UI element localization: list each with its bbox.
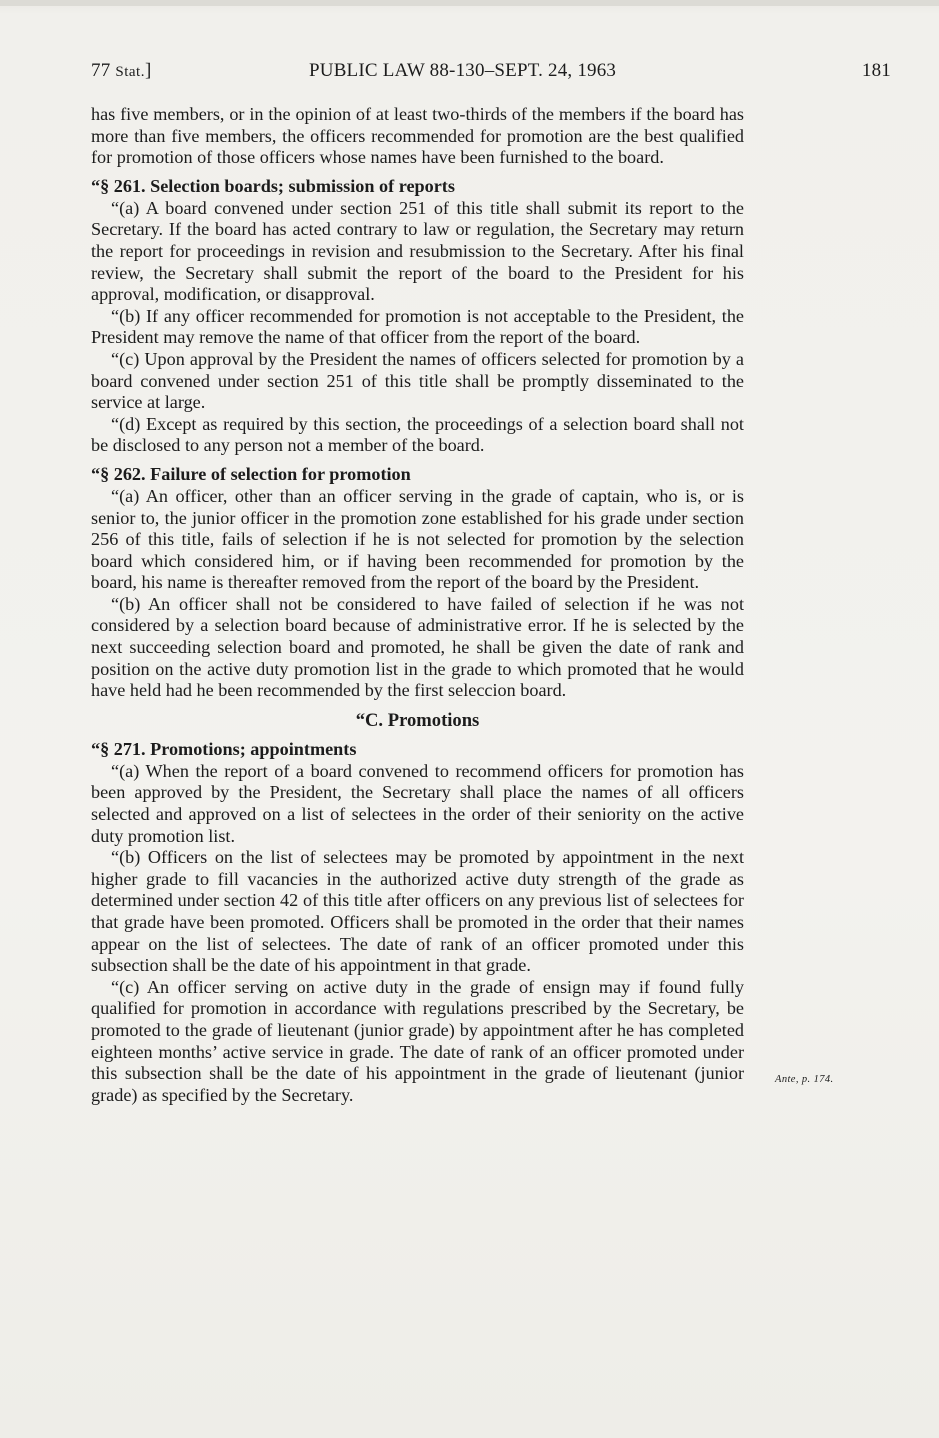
section-261-heading: “§ 261. Selection boards; submission of reports <box>91 175 455 196</box>
section-261-b: “(b) If any officer recommended for promotion is not acceptable to the President, the President may remove the name of that officer from the report of the board. <box>91 305 744 348</box>
section-262-heading: “§ 262. Failure of selection for promotion <box>91 463 411 484</box>
page-number: 181 <box>861 60 891 81</box>
section-261-c: “(c) Upon approval by the President the names of officers selected for promotion by a board convened under section 251 of this title shall be promptly disseminated to the service at large. <box>91 348 744 413</box>
stat-reference <box>91 60 151 82</box>
section-271-b: “(b) Officers on the list of selectees may be promoted by appointment in the next higher grade to fill vacancies in the authorized active duty strength of the grade as determined under section 42 of this title after officers on any previous list of selectees for that grade have been promoted. Officers shall be promoted in the order that their names appear on the list of selectees. The date of rank of an officer promoted under this subsection shall be the date of his appointment in that grade. <box>91 847 744 976</box>
body-text <box>91 104 744 1106</box>
section-271-heading: “§ 271. Promotions; appointments <box>91 738 357 759</box>
section-261-d: “(d) Except as required by this section, the proceedings of a selection board shall not be disclosed to any person not a member of the board. <box>91 413 744 456</box>
stat-volume: 77 <box>91 60 111 81</box>
section-261-a: “(a) A board convened under section 251 of this title shall submit its report to the Secretary. If the board has acted contrary to law or regulation, the Secretary may return the report for proceedings in revision and resubmission to the Secretary. After his final review, the Secretary shall submit the report of the board to the President for his approval, modification, or disapproval. <box>91 197 744 305</box>
section-262-a: “(a) An officer, other than an officer serving in the grade of captain, who is, or is senior to, the junior officer in the promotion zone established for his grade under section 256 of this title, fails of selection if he is not selected for promotion by the selection board which considered him, or if having been recommended for promotion by the board, his name is thereafter removed from the report of the board by the President. <box>91 485 744 593</box>
section-271-c: “(c) An officer serving on active duty in the grade of ensign may if found fully qualified for promotion in accordance with regulations prescribed by the Secretary, be promoted to the grade of lieutenant (junior grade) by appointment after he has completed eighteen months’ active service in grade. The date of rank of an officer promoted under this subsection shall be the date of his appointment in the grade of lieutenant (junior grade) as specified by the Secretary. <box>91 976 744 1105</box>
section-271-a: “(a) When the report of a board convened to recommend officers for promotion has been approved by the President, the Secretary shall place the names of all officers selected and approved on a list of selectees in the order of their seniority on the active duty promotion list. <box>91 760 744 846</box>
page-header <box>91 60 891 84</box>
section-262-b: “(b) An officer shall not be considered to have failed of selection if he was not considered by a selection board because of administrative error. If he is selected by the next succeeding selection board and promoted, he shall be given the date of rank and position on the active duty promotion list in the grade to which promoted that he would have held had he been recommended by the first seleccion board. <box>91 593 744 701</box>
law-title: PUBLIC LAW 88-130–SEPT. 24, 1963 <box>309 60 617 81</box>
stat-bracket: ] <box>144 60 152 81</box>
part-c-heading: “C. Promotions <box>355 709 480 731</box>
stat-label: Stat. <box>115 64 145 80</box>
margin-note: Ante, p. 174. <box>775 1074 834 1085</box>
page-top-edge <box>0 0 939 6</box>
continued-paragraph: has five members, or in the opinion of at least two-thirds of the members if the board has more than five members, the officers recommended for promotion are the best qualified for promotion of those officers whose names have been furnished to the board. <box>91 104 744 168</box>
